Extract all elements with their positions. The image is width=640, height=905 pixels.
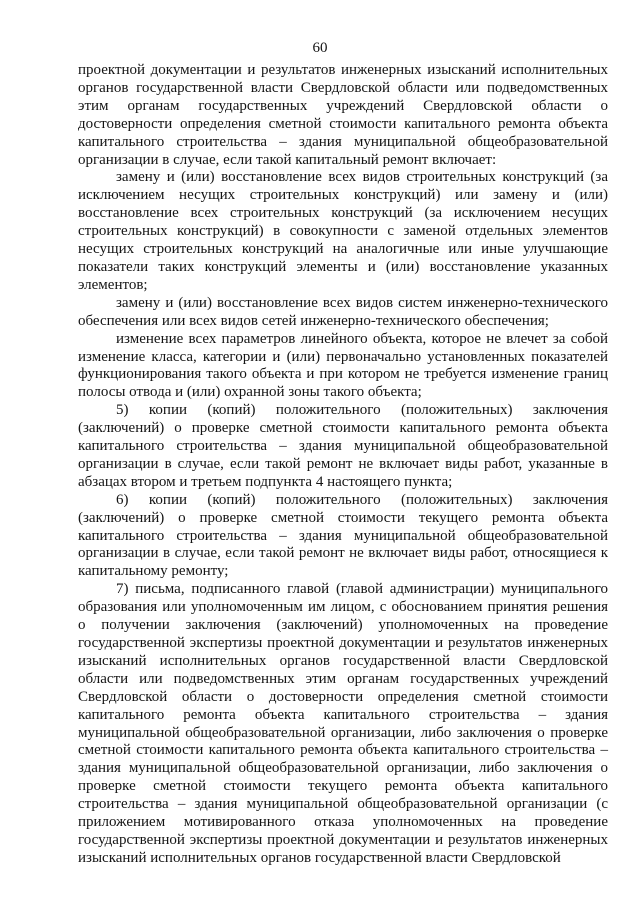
paragraph-structures: замену и (или) восстановление всех видов строительных конструкций (за исключением несущих строительных конструкций) или замену и (или) восстановление всех строительных конструкций (за исключением несущих строительных конструкций) в совокупности с заменой отдельных элементов несущих строительных конструкций на аналогичные или иные улучшающие показатели таких конструкций элементы и (или) восстановление указанных элементов; xyxy=(78,169,608,293)
paragraph-engineering-systems: замену и (или) восстановление всех видов систем инженерно-технического обеспечения или всех видов сетей инженерно-технического обеспечения; xyxy=(78,294,608,329)
paragraph-item-5: 5) копии (копий) положительного (положительных) заключения (заключений) о проверке сметной стоимости капитального ремонта объекта капитального строительства – здания муниципальной общеобразовательной организации в случае, если такой ремонт не включает виды работ, указанные в абзацах втором и третьем подпункта 4 настоящего пункта; xyxy=(78,402,608,490)
page-number: 60 xyxy=(312,40,328,56)
paragraph-item-7: 7) письма, подписанного главой (главой администрации) муниципального образования или уполномоченным им лицом, с обоснованием принятия решения о получении заключения (заключений) уполномоченных на проведение государственной экспертизы проектной документации и результатов инженерных изысканий исполнительных органов государственной власти Свердловской области или подведомственных этим органам государственных учреждений Свердловской области о достоверности определения сметной стоимости капитального ремонта объекта капитального строительства – здания муниципальной общеобразовательной организации, либо заключения о проверке сметной стоимости капитального ремонта объекта капитального строительства – здания муниципальной общеобразовательной организации, либо заключения о проверке сметной стоимости текущего ремонта объекта капитального строительства – здания муниципальной общеобразовательной организации (с приложением мотивированного отказа уполномоченных на проведение государственной экспертизы проектной документации и результатов инженерных изысканий исполнительных органов государственной власти Свердловской xyxy=(78,581,608,866)
paragraph-linear-object: изменение всех параметров линейного объекта, которое не влечет за собой изменение класса, категории и (или) первоначально установленных показателей функционирования такого объекта и при котором не требуется изменение границ полосы отвода и (или) охранной зоны такого объекта; xyxy=(78,330,608,401)
document-body xyxy=(78,62,608,868)
paragraph-item-6: 6) копии (копий) положительного (положительных) заключения (заключений) о проверке сметной стоимости текущего ремонта объекта капитального строительства – здания муниципальной общеобразовательной организации в случае, если такой ремонт не включает виды работ, относящиеся к капитальному ремонту; xyxy=(78,491,608,580)
paragraph-continuation: проектной документации и результатов инженерных изысканий исполнительных органов государственной власти Свердловской области или подведомственных этим органам государственных учреждений Свердловской области о достоверности определения сметной стоимости капитального ремонта объекта капитального строительства – здания муниципальной общеобразовательной организации в случае, если такой капитальный ремонт включает: xyxy=(78,62,608,168)
